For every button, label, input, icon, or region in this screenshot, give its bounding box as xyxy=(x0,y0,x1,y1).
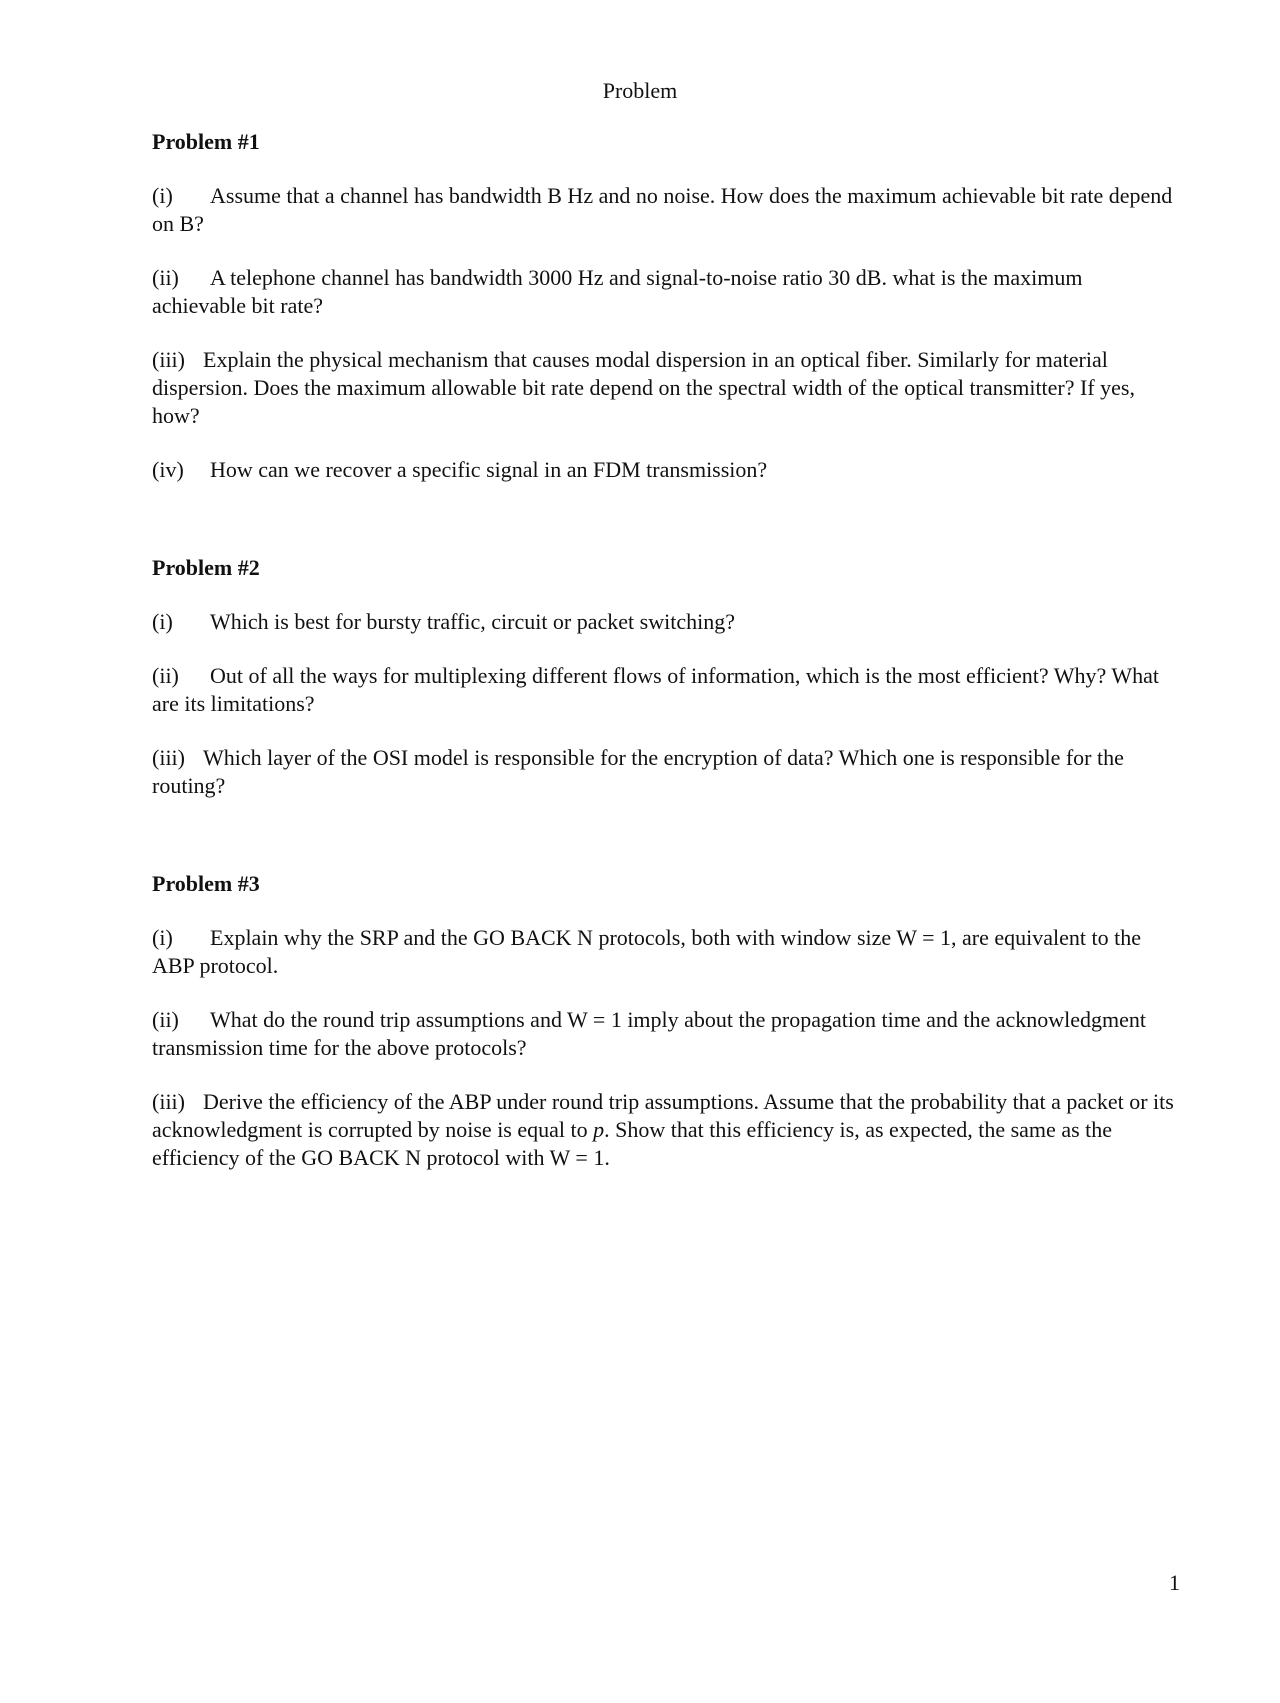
page-title: Problem xyxy=(602,78,678,103)
question-label: (i) xyxy=(152,609,173,634)
problem-heading: Problem #3 xyxy=(152,871,260,896)
problem-heading: Problem #1 xyxy=(152,129,260,154)
question-label: (iii) xyxy=(152,745,185,770)
question-item xyxy=(152,346,1182,430)
question-label: (iii) xyxy=(152,347,185,372)
question-label: (ii) xyxy=(152,265,179,290)
question-text: Out of all the ways for multiplexing different flows of information, which is the most efficient? Why? What are its limitations? xyxy=(152,663,1160,716)
question-item xyxy=(152,182,1182,238)
problem-section-1 xyxy=(152,128,1182,484)
question-text: Explain why the SRP and the GO BACK N protocols, both with window size W = 1, are equivalent to the ABP protocol. xyxy=(152,925,1141,978)
problem-section-2 xyxy=(152,554,1182,800)
question-label: (ii) xyxy=(152,663,179,688)
question-item xyxy=(152,264,1182,320)
question-item xyxy=(152,1088,1182,1172)
problem-section-3 xyxy=(152,870,1182,1172)
problem-heading: Problem #2 xyxy=(152,555,260,580)
question-label: (iii) xyxy=(152,1089,185,1114)
question-text-part: Derive the efficiency of the ABP under round trip assumptions. Assume that the probability that a packet or its acknowledgment is corrupted by noise is equal to xyxy=(152,1089,1174,1142)
question-item xyxy=(152,662,1182,718)
question-label: (i) xyxy=(152,925,173,950)
question-text: Which is best for bursty traffic, circuit or packet switching? xyxy=(210,609,735,634)
document-body xyxy=(152,128,1182,1198)
question-label: (ii) xyxy=(152,1007,179,1032)
question-text: How can we recover a specific signal in an FDM transmission? xyxy=(210,457,768,482)
question-item xyxy=(152,924,1182,980)
question-text: A telephone channel has bandwidth 3000 Hz and signal-to-noise ratio 30 dB. what is the maximum achievable bit rate? xyxy=(152,265,1083,318)
question-text: Assume that a channel has bandwidth B Hz and no noise. How does the maximum achievable bit rate depend on B? xyxy=(152,183,1173,236)
question-item xyxy=(152,744,1182,800)
question-item xyxy=(152,456,1182,484)
question-text: What do the round trip assumptions and W = 1 imply about the propagation time and the acknowledgment transmission time for the above protocols? xyxy=(152,1007,1147,1060)
page-number: 1 xyxy=(1169,1570,1180,1595)
question-label: (iv) xyxy=(152,457,184,482)
question-text: Which layer of the OSI model is responsible for the encryption of data? Which one is responsible for the routing? xyxy=(152,745,1124,798)
question-item xyxy=(152,608,1182,636)
question-text: Explain the physical mechanism that causes modal dispersion in an optical fiber. Similarly for material dispersion. Does the maximum allowable bit rate depend on the spectral width of the optical transmitter? If yes, how? xyxy=(152,347,1135,428)
variable-p: p xyxy=(593,1117,605,1142)
question-label: (i) xyxy=(152,183,173,208)
question-text-part: . Show that this efficiency is, as expected, the same as the efficiency of the GO BACK N protocol with W = 1. xyxy=(152,1117,1113,1170)
question-item xyxy=(152,1006,1182,1062)
